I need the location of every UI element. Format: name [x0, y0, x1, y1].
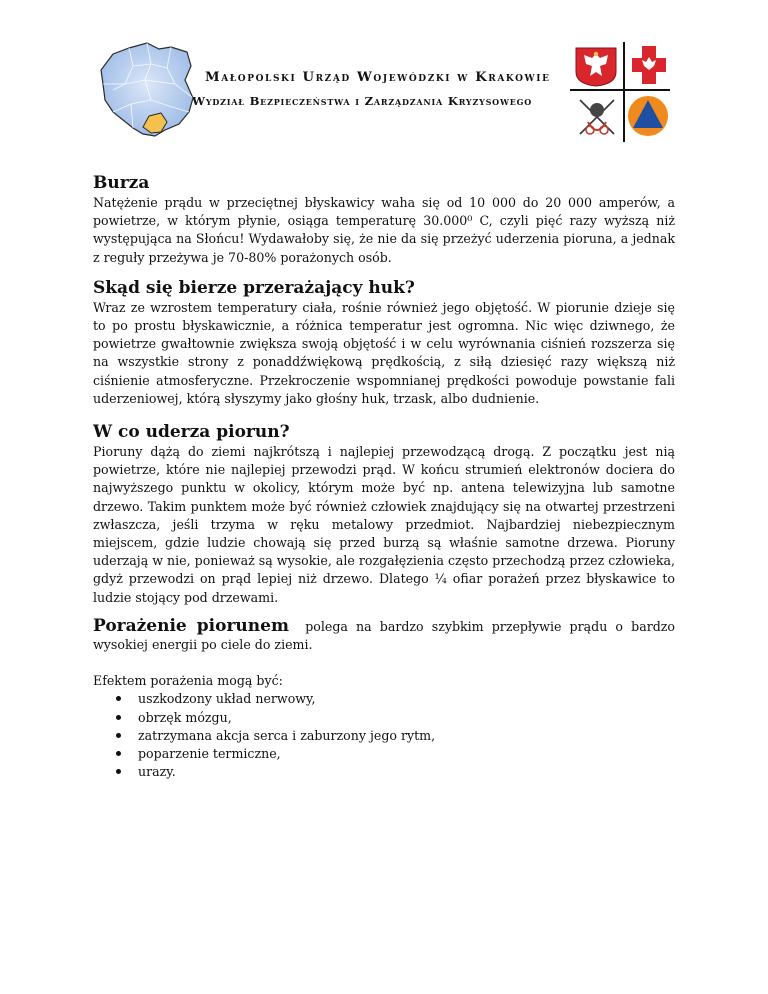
rescue-cross-icon [632, 46, 666, 84]
polish-eagle-icon [576, 48, 616, 86]
effects-intro: Efektem porażenia mogą być: [93, 673, 283, 689]
list-item: poparzenie termiczne, [138, 745, 675, 763]
list-item: obrzęk mózgu, [138, 709, 675, 727]
section-heading: Burza [93, 173, 150, 193]
section-heading: Skąd się bierze przerażający huk? [93, 277, 415, 298]
effects-list [93, 690, 675, 781]
section-w-co-uderza [93, 421, 675, 607]
crossed-swords-icon [580, 100, 614, 134]
letterhead [0, 0, 768, 160]
section-paragraph: Natężenie prądu w przeciętnej błyskawicy waha się od 10 000 do 20 000 amperów, a powietrze, w którym płynie, osiąga temperaturę 30.000⁰ C, czyli pięć razy wyższą niż występująca na Słońcu! Wydawałoby się, że nie da się przeżyć uderzenia pioruna, a jednak z reguły przeżywa je 70-80% porażonych osób. [93, 195, 675, 265]
list-item: zatrzymana akcja serca i zaburzony jego rytm, [138, 727, 675, 745]
lightning-strike-heading: Porażenie piorunem [93, 615, 289, 636]
lightning-strike-text: polega na bardzo szybkim przepływie prądu o bardzo wysokiej energii po ciele do ziemi. [93, 618, 676, 653]
article-body [93, 172, 675, 781]
section-burza [93, 172, 675, 267]
lightning-strike-paragraph [93, 617, 675, 654]
section-paragraph: Wraz ze wzrostem temperatury ciała, rośnie również jego objętość. W piorunie dzieje się to po prostu błyskawicznie, a różnica temperatur jest ogromna. Nic więc dziwnego, że powietrze gwałtownie zwiększa swoją objętość i w celu wyrównania ciśnień rozszerza się na wszystkie strony z ponaddźwiękową prędkością, z siłą dziesięć razy większą niż ciśnienie atmosferyczne. Przekroczenie wspomnianej prędkości powoduje powstanie fali uderzeniowej, którą słyszymy jako głośny huk, trzask, albo dudnienie. [93, 299, 675, 406]
poland-map-logo [95, 40, 200, 140]
list-item: urazy. [138, 763, 675, 781]
office-title: Małopolski Urząd Wojewódzki w Krakowie [205, 70, 551, 85]
section-huk [93, 277, 675, 408]
department-title: Wydział Bezpieczeństwa i Zarządzania Kryzysowego [192, 94, 533, 108]
section-paragraph: Pioruny dążą do ziemi najkrótszą i najlepiej przewodzącą drogą. Z początku jest nią powietrze, które nie najlepiej przewodzi prąd. W końcu strumień elektronów dociera do najwyższego punktu w okolicy, którym może być np. antena telewizyjna lub samotne drzewo. Takim punktem może być również człowiek znajdujący się na otwartej przestrzeni zwłaszcza, jeśli trzyma w ręku metalowy przedmiot. Najbardziej niebezpiecznym miejscem, gdzie ludzie chowają się przed burzą są właśnie samotne drzewa. Pioruny uderzają w nie, ponieważ są wysokie, ale rozgałęzienia często przechodzą przez człowieka, gdyż przewodzi on prąd lepiej niż drzewo. Dlatego ¼ ofiar porażeń przez błyskawice to ludzie stojący pod drzewami. [93, 444, 675, 605]
section-heading: W co uderza piorun? [93, 422, 290, 443]
emblems-group [570, 42, 670, 142]
civil-defence-icon [628, 96, 668, 136]
effects-section [93, 672, 675, 781]
list-item: uszkodzony układ nerwowy, [138, 690, 675, 708]
